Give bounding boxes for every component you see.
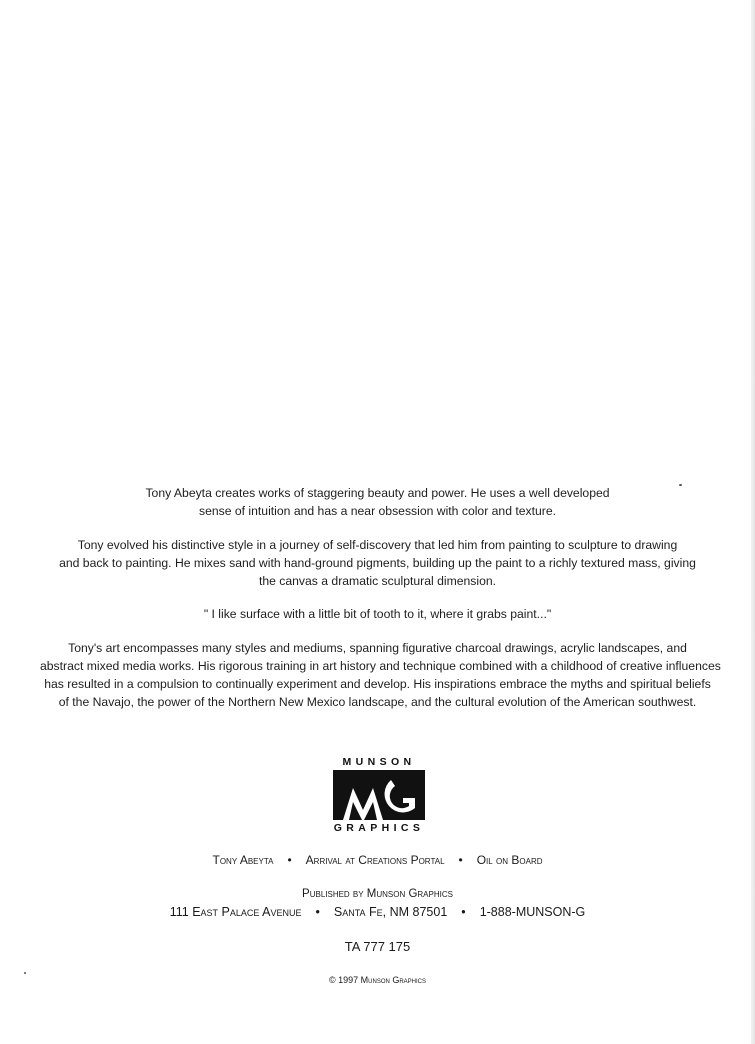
separator-dot: • bbox=[287, 853, 292, 867]
text-line: Tony Abeyta creates works of staggering beauty and power. He uses a well developed bbox=[145, 486, 610, 500]
separator-dot: • bbox=[458, 853, 463, 867]
description-paragraph-2 bbox=[40, 536, 715, 590]
text-line: Tony's art encompasses many styles and mediums, spanning figurative charcoal drawings, acrylic landscapes, and bbox=[68, 641, 687, 655]
quote-text: " I like surface with a little bit of tooth to it, where it grabs paint..." bbox=[203, 607, 552, 621]
artwork-title: Arrival at Creations Portal bbox=[305, 853, 445, 867]
text-line: and back to painting. He mixes sand with hand-ground pigments, building up the paint to a richly textured mass, giving bbox=[59, 556, 696, 570]
description-paragraph-1 bbox=[40, 484, 715, 520]
text-line: abstract mixed media works. His rigorous training in art history and technique combined with a childhood of creative influences bbox=[40, 659, 721, 673]
munson-mg-logo-icon bbox=[333, 770, 425, 820]
street-address: 111 East Palace Avenue bbox=[169, 905, 302, 919]
logo-bottom-text: GRAPHICS bbox=[333, 822, 425, 834]
separator-dot: • bbox=[315, 905, 320, 919]
artist-name: Tony Abeyta bbox=[212, 853, 274, 867]
city-state-zip: Santa Fe, NM 87501 bbox=[333, 905, 448, 919]
separator-dot: • bbox=[461, 905, 466, 919]
logo-top-text: MUNSON bbox=[342, 756, 416, 768]
text-line: sense of intuition and has a near obsession with color and texture. bbox=[198, 504, 557, 518]
description-paragraph-4 bbox=[40, 639, 721, 711]
text-line: has resulted in a compulsion to continually experiment and develop. His inspirations embrace the myths and spiritual beliefs bbox=[44, 677, 711, 691]
phone-number: 1-888-MUNSON-G bbox=[479, 905, 586, 919]
artwork-info-row bbox=[0, 853, 755, 867]
catalog-number: TA 777 175 bbox=[344, 939, 411, 954]
artist-quote bbox=[40, 605, 715, 623]
munson-graphics-logo bbox=[333, 756, 425, 836]
copyright-notice: © 1997 Munson Graphics bbox=[329, 975, 426, 985]
paper-speck bbox=[24, 972, 26, 974]
published-by: Published by Munson Graphics bbox=[302, 888, 453, 900]
text-line: Tony evolved his distinctive style in a journey of self-discovery that led him from painting to sculpture to drawing bbox=[77, 538, 678, 552]
artwork-medium: Oil on Board bbox=[476, 853, 543, 867]
text-line: of the Navajo, the power of the Northern New Mexico landscape, and the cultural evolution of the American southwest. bbox=[58, 695, 697, 709]
text-line: the canvas a dramatic sculptural dimension. bbox=[258, 574, 497, 588]
publisher-address-row bbox=[0, 905, 755, 919]
